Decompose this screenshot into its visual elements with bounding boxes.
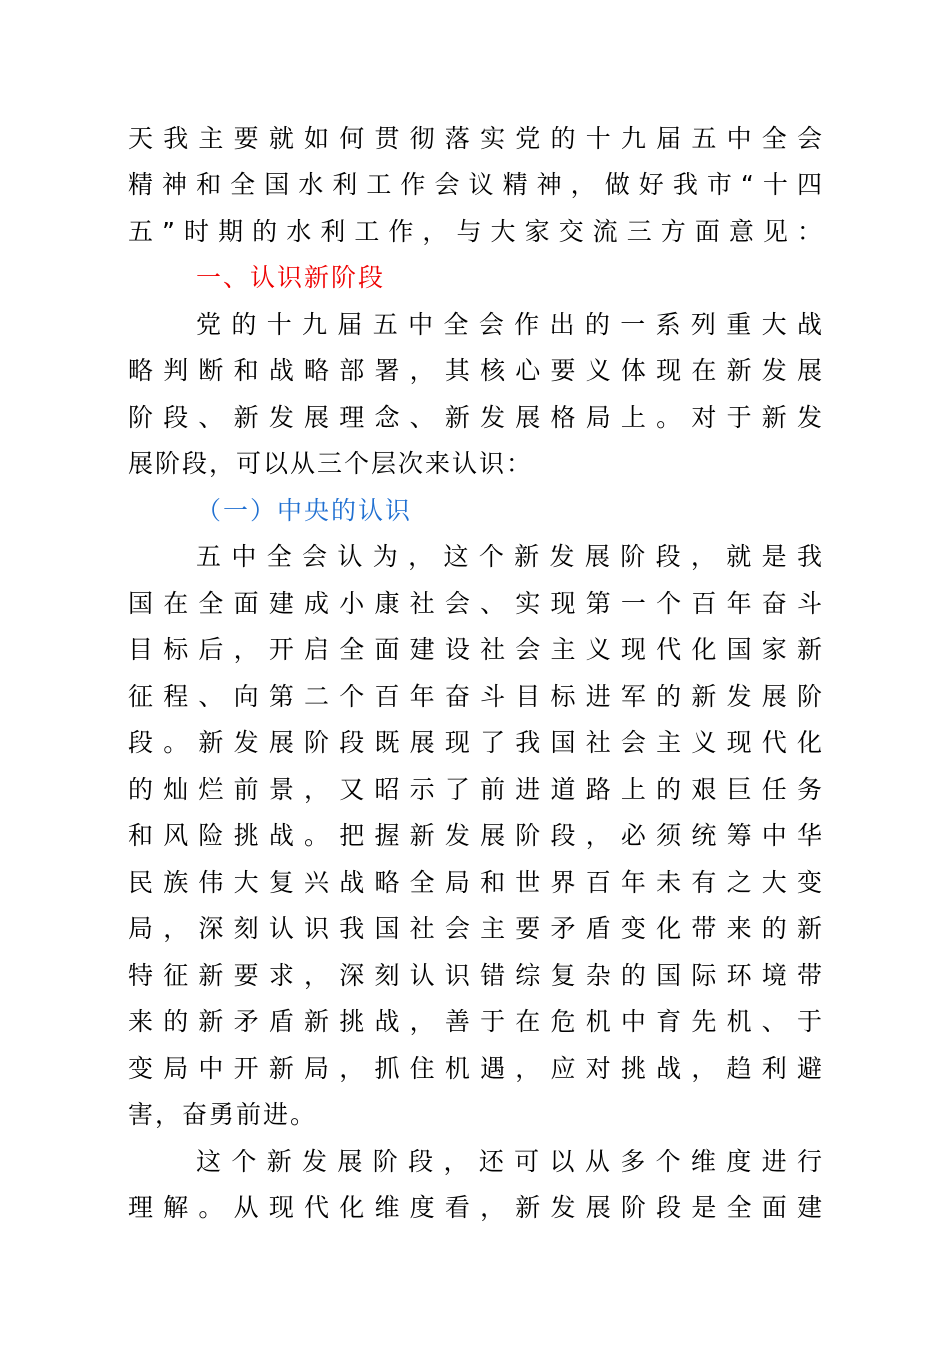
body-text-line: 党的十九届五中全会作出的一系列重大战: [196, 310, 824, 339]
body-text-line: 局，深刻认识我国社会主要矛盾变化带来的新: [128, 914, 824, 943]
body-text-line: 害，奋勇前进。: [128, 1100, 318, 1129]
body-text-line: 征程、向第二个百年奋斗目标进军的新发展阶: [128, 682, 824, 711]
body-text-line: 天我主要就如何贯彻落实党的十九届五中全会: [128, 124, 824, 153]
body-text-line: 阶段、新发展理念、新发展格局上。对于新发: [128, 403, 824, 432]
body-text-line: 五中全会认为，这个新发展阶段，就是我: [196, 542, 824, 571]
body-text-line: 略判断和战略部署，其核心要义体现在新发展: [128, 356, 824, 385]
body-text-line: 变局中开新局，抓住机遇，应对挑战，趋利避: [128, 1054, 824, 1083]
body-text-line: 的灿烂前景，又昭示了前进道路上的艰巨任务: [128, 775, 824, 804]
body-text-line: 民族伟大复兴战略全局和世界百年未有之大变: [128, 868, 824, 897]
body-text-line: 段。新发展阶段既展现了我国社会主义现代化: [128, 728, 824, 757]
body-text-line: 理解。从现代化维度看，新发展阶段是全面建: [128, 1193, 824, 1222]
body-text-line: 目标后，开启全面建设社会主义现代化国家新: [128, 635, 824, 664]
body-text-line: 和风险挑战。把握新发展阶段，必须统筹中华: [128, 821, 824, 850]
body-text-line: 展阶段，可以从三个层次来认识：: [128, 449, 534, 478]
body-text-line: 国在全面建成小康社会、实现第一个百年奋斗: [128, 589, 824, 618]
body-text-line: 五”时期的水利工作，与大家交流三方面意见：: [128, 217, 824, 246]
body-text-line: 特征新要求，深刻认识错综复杂的国际环境带: [128, 961, 824, 990]
body-text-line: 来的新矛盾新挑战，善于在危机中育先机、于: [128, 1007, 824, 1036]
subsection-heading: （一）中央的认识: [196, 496, 413, 525]
body-text-line: 这个新发展阶段，还可以从多个维度进行: [196, 1147, 824, 1176]
section-heading-1: 一、认识新阶段: [196, 263, 386, 292]
body-text-line: 精神和全国水利工作会议精神，做好我市“十四: [128, 170, 824, 199]
